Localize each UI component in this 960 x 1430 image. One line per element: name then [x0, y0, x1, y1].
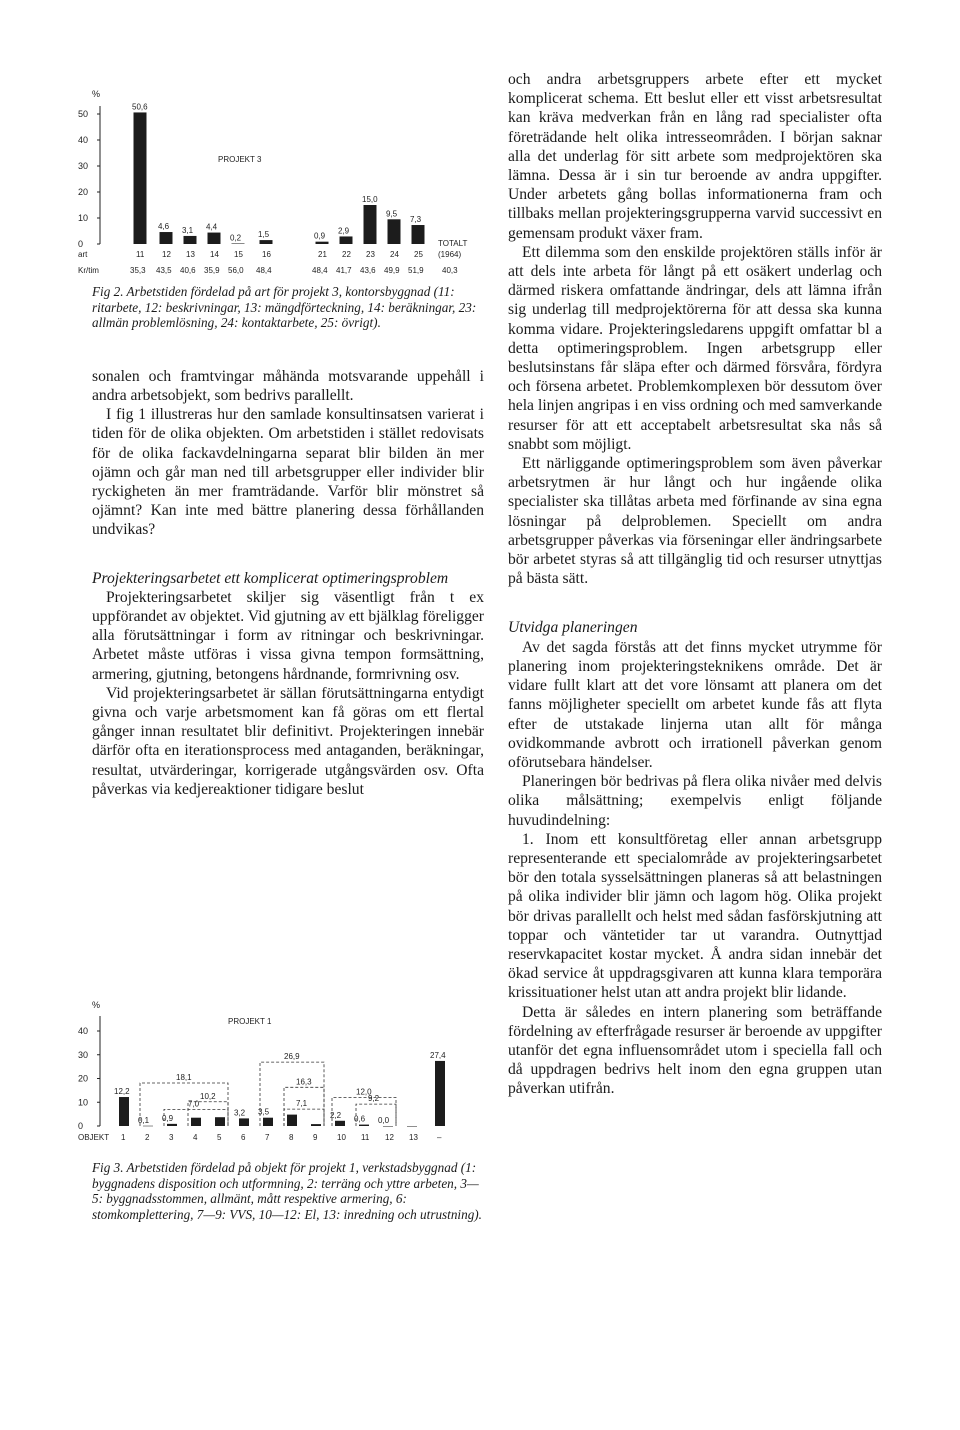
- fig3-bar: [407, 1126, 417, 1127]
- left-paragraph-2: I fig 1 illustreras hur den samlade konsultinsatsen varierat i tiden för de olika objekten. Om arbetstiden i stället redovisats för de olika fackavdelningarna separat blir bilden än mer ojämn och går man ned till arbetsgrupper eller individer blir ryckigheten än mer framträdande. Varför blir mönstret så ojämnt? Kan inte med bättre planering dessa förhållanden undvikas?: [92, 406, 484, 539]
- fig2-category-label: 22: [342, 250, 351, 259]
- fig2-value-label: 1,5: [258, 230, 270, 240]
- fig3-category-label: 3: [169, 1133, 174, 1142]
- fig3-xtitle: OBJEKT: [78, 1133, 110, 1142]
- fig2-bar: [316, 242, 329, 244]
- fig2-ytick-label: 10: [78, 213, 89, 223]
- fig2-bar: [208, 233, 221, 244]
- fig2-total-label: TOTALT: [438, 239, 468, 248]
- fig3-bar: [191, 1118, 201, 1126]
- fig2-ytick-label: 0: [78, 239, 84, 249]
- fig2-category-label: 15: [234, 250, 243, 259]
- fig3-bar: [239, 1118, 249, 1126]
- right-column: [508, 70, 882, 1099]
- fig2-value-label: 7,3: [410, 215, 422, 225]
- fig3-ytick-label: 30: [78, 1049, 89, 1060]
- fig2-category-label: 14: [210, 250, 219, 259]
- fig3-category-label: 4: [193, 1133, 198, 1142]
- fig2-bar: [388, 219, 401, 244]
- right-paragraph-7: Detta är således en intern planering som beträffande fördelning av efterfrågade resurser är beroende av uppgifter utanför det egna influensområdet utom i speciella fall och då uppdragen bedrivs helt inom den egna gruppen utan påverkan utifrån.: [508, 1003, 882, 1098]
- fig3-ytick-label: 40: [78, 1026, 89, 1036]
- right-paragraph-4: Av det sagda förstås att det finns mycket utrymme för planering inom projekteringsteknikens område. Det är vidare fullt klart att det vore lönsamt att planera om det fanns möjligheter speciellt om arbetet kunde fås att flyta efter de utstakade linjerna utan allt för många ovidkommande avbrott och irrationell påverkan genom oförutsebara händelser.: [508, 638, 882, 771]
- fig2-rate-label: 35,3: [130, 266, 146, 275]
- left-paragraph-1: sonalen och framtvingar måhända motsvarande uppehåll i andra arbetsobjekt, som bedrivs parallellt.: [92, 367, 484, 404]
- fig3-caption: Fig 3. Arbetstiden fördelad på objekt för projekt 1, verkstadsbyggnad (1: byggnadens disposition och utformning, 2: terräng och yttre arbeten, 3—5: byggnadsstommen, allmänt, mått respektive armering, 6: stomkomplettering, 7—9: VVS, 10—12: El, 13: inredning och utrustning).: [92, 1160, 482, 1222]
- fig3-bar: [167, 1124, 177, 1126]
- fig2-rate-label: 48,4: [256, 266, 272, 275]
- fig3-title: PROJEKT 1: [228, 1017, 272, 1026]
- right-paragraph-5: Planeringen bör bedrivas på flera olika nivåer med delvis olika målsättning; exempelvis enligt följande huvudindelning:: [508, 773, 882, 829]
- fig3-category-label: –: [437, 1133, 442, 1142]
- fig3-value-label: 0,9: [162, 1113, 174, 1123]
- fig2-category-label: 25: [414, 250, 423, 259]
- fig2-total-rate: 40,3: [442, 266, 458, 275]
- fig2-category-label: 24: [390, 250, 399, 259]
- fig3-group-label: 16,3: [296, 1077, 312, 1087]
- fig3-bar: [263, 1118, 273, 1126]
- fig2-kr-label: Kr/tim: [78, 266, 99, 275]
- fig3-category-label: 6: [241, 1133, 246, 1142]
- fig2-caption: Fig 2. Arbetstiden fördelad på art för projekt 3, kontorsbyggnad (11: ritarbete, 12: beskrivningar, 13: mängdförteckning, 14: beräkningar, 23: allmän problemlösning, 24: kontaktarbete, 25: övrigt).: [92, 284, 477, 331]
- fig2-bar: [412, 225, 425, 244]
- fig2-bar: [160, 232, 173, 244]
- right-paragraph-6: 1. Inom ett konsultföretag eller annan arbetsgrupp representerande ett specialområde av projekteringsarbetet bör den totala sysselsättningen planeras så att belastningen på olika individer blir jämn och lagom hög. Olika projekt bör drivas parallellt och helst med sådan fasförskjutning att toppar och väntetider tar ut varandra. Outnyttjad reservkapacitet kostar mycket. Å andra sidan innebär det ökad service åt uppdragsgivaren att kunna klara temporära krissituationer helst utan att andra projekt blir lidande.: [508, 830, 882, 1002]
- left-column: [92, 284, 484, 799]
- fig3-ytick-label: 20: [78, 1073, 89, 1084]
- fig3-ytick-label: 10: [78, 1097, 89, 1108]
- fig2-value-label: 9,5: [386, 209, 398, 219]
- fig2-rate-label: 43,6: [360, 266, 376, 275]
- fig3-bar: [383, 1126, 393, 1127]
- fig2-rate-label: 35,9: [204, 266, 220, 275]
- fig2-category-label: 23: [366, 250, 375, 259]
- fig3-category-label: 5: [217, 1133, 222, 1142]
- left-paragraph-4: Vid projekteringsarbetet är sällan förutsättningarna entydigt givna och varje arbetsmoment kan få göras om ett flertal gånger innan resultatet blir definitivt. Projekteringen innebär därför ofta en iterationsprocess med antaganden, beräkningar, resultat, utvärderingar, korrigerade utgångsvärden osv. Ofta påverkas via kedjereaktioner tidigare beslut: [92, 684, 484, 798]
- fig2-rate-label: 51,9: [408, 266, 424, 275]
- fig3-ytick-label: 0: [78, 1121, 84, 1131]
- fig3-bar: [335, 1121, 345, 1126]
- fig3-category-label: 9: [313, 1133, 318, 1142]
- fig2-category-label: 11: [136, 250, 145, 259]
- fig3-bar: [287, 1115, 297, 1126]
- fig2-value-label: 0,9: [314, 231, 326, 241]
- left-paragraph-3: Projekteringsarbetet skiljer sig väsentligt från t ex uppförandet av objektet. Vid gjutning av ett bjälklag föreligger alla förutsättningar i form av ritningar och beskrivningar. Arbetet måste utföras i vissa givna tempon formsättning, armering, gjutning, betongens hårdnande, formrivning osv.: [92, 588, 484, 683]
- fig3-category-label: 2: [145, 1133, 150, 1142]
- left-section-heading: Projekteringsarbetet ett komplicerat optimeringsproblem: [92, 569, 449, 587]
- fig2-ytick-label: 50: [78, 109, 89, 119]
- fig2-value-label: 4,4: [206, 222, 218, 232]
- fig3-group-label: 7,1: [296, 1099, 308, 1109]
- fig2-bar: [364, 205, 377, 244]
- fig2-category-label: 21: [318, 250, 327, 259]
- fig3-group-label: 10,2: [200, 1091, 216, 1101]
- fig2-category-label: 13: [186, 250, 195, 259]
- fig2-value-label: 3,1: [182, 225, 194, 235]
- fig3-ylabel: %: [92, 1000, 101, 1010]
- fig3-value-label: 27,4: [430, 1050, 446, 1060]
- fig3-value-label: 0,6: [354, 1114, 366, 1124]
- fig3-group-label: 18,1: [176, 1073, 192, 1083]
- fig3-category-label: 8: [289, 1133, 294, 1142]
- fig2-ytick-label: 20: [78, 187, 89, 197]
- fig3-plot: [78, 996, 488, 1156]
- fig3-value-label: 3,2: [234, 1108, 246, 1118]
- fig3-value-label: 0,0: [378, 1116, 390, 1125]
- fig2-value-label: 50,6: [132, 102, 148, 112]
- fig3-value-label: 3,5: [258, 1107, 270, 1117]
- fig2-rate-label: 49,9: [384, 266, 400, 275]
- fig3-group-label: 9,2: [368, 1094, 380, 1104]
- fig2-ylabel: %: [92, 89, 101, 99]
- right-paragraph-3: Ett närliggande optimeringsproblem som även påverkar arbetsrytmen är hur långt och hur ingående olika specialister ska tillåtas arbeta med förfinande av sina egna lösningar på delproblemen. Speciellt om andra arbetsgrupper påverkas via förseningar eller ändringsarbete bör arbetet styras så att tillgänglig tid och resurser utnyttjas på bästa sätt.: [508, 455, 882, 588]
- fig2-chart: [78, 84, 488, 284]
- fig3-category-label: 13: [409, 1133, 418, 1142]
- fig3-bar: [119, 1097, 129, 1126]
- fig3-category-label: 10: [337, 1133, 346, 1142]
- fig2-art-label: art: [78, 250, 88, 259]
- fig2-value-label: 2,9: [338, 226, 350, 236]
- fig2-category-label: 12: [162, 250, 171, 259]
- fig3-bar: [143, 1126, 153, 1127]
- fig2-rate-label: 43,5: [156, 266, 172, 275]
- fig2-bar: [260, 240, 273, 244]
- fig3-bar: [311, 1124, 321, 1126]
- fig3-value-label: 0,1: [138, 1115, 150, 1125]
- fig2-plot: [78, 84, 488, 284]
- right-section-heading: Utvidga planeringen: [508, 619, 638, 637]
- fig3-category-label: 11: [361, 1133, 370, 1142]
- fig3-value-label: 2,2: [330, 1110, 342, 1120]
- fig2-value-label: 15,0: [362, 195, 378, 204]
- fig3-bar: [359, 1125, 369, 1126]
- fig3-bar: [435, 1061, 445, 1126]
- fig3-group-bracket: [140, 1083, 228, 1126]
- fig3-chart: [78, 996, 488, 1156]
- fig3-value-label: 12,2: [114, 1087, 130, 1097]
- fig2-rate-label: 56,0: [228, 266, 244, 275]
- fig2-ytick-label: 40: [78, 135, 89, 145]
- fig2-value-label: 0,2: [230, 233, 242, 243]
- fig2-rate-label: 41,7: [336, 266, 352, 275]
- fig2-bar: [134, 112, 147, 244]
- fig3-bar: [215, 1117, 225, 1126]
- fig2-bar: [232, 243, 245, 244]
- fig2-ytick-label: 30: [78, 161, 89, 171]
- fig3-category-label: 7: [265, 1133, 270, 1142]
- fig3-group-label: 7,0: [188, 1099, 200, 1109]
- fig3-category-label: 1: [121, 1133, 126, 1142]
- fig3-category-label: 12: [385, 1133, 394, 1142]
- fig2-rate-label: 40,6: [180, 266, 196, 275]
- fig2-bar: [184, 236, 197, 244]
- fig2-rate-label: 48,4: [312, 266, 328, 275]
- fig2-title: PROJEKT 3: [218, 155, 262, 164]
- fig3-group-label: 12,0: [356, 1087, 372, 1097]
- fig2-bar: [340, 236, 353, 244]
- fig2-category-label: 16: [262, 250, 271, 259]
- fig3-caption-block: [92, 1160, 484, 1222]
- fig2-value-label: 4,6: [158, 222, 170, 232]
- right-paragraph-1: och andra arbetsgruppers arbete efter ett mycket komplicerat schema. Ett beslut eller ett visst arbetsresultat kan kräva medverkan från en lång rad specialister ofta företrädande helt olika intresseområden. I början saknar alla det underlag för sitt arbete som medprojektören ska lämna. Dessa är i sin tur beroende av andra uppgifter. Under arbetets gång bollas informationerna fram och tillbaks mellan projekteringsgrupperna varvid successivt en gemensam produkt växer fram.: [508, 71, 882, 242]
- right-paragraph-2: Ett dilemma som den enskilde projektören ställs inför är att dels inte arbeta för långt på ett osäkert underlag och därmed riskera omfattande ändringar, dels att lämna ifrån sig underlag till medprojektörerna för att dessa ska kunna komma vidare. Projekteringsledarens uppgift omfattar bl a detta optimeringsproblem. Ingen arbetsgrupp eller beslutsinstans får släpa efter och därmed försvåra, fördyra och försena arbetet. Problemkomplexen bör dessutom över hela linjen angripas i en viss ordning och med samverkande resurser för att ett acceptabelt arbetsresultat ska nås så snabbt som möjligt.: [508, 243, 882, 453]
- fig2-total-year: (1964): [438, 250, 462, 259]
- fig3-group-label: 26,9: [284, 1052, 300, 1062]
